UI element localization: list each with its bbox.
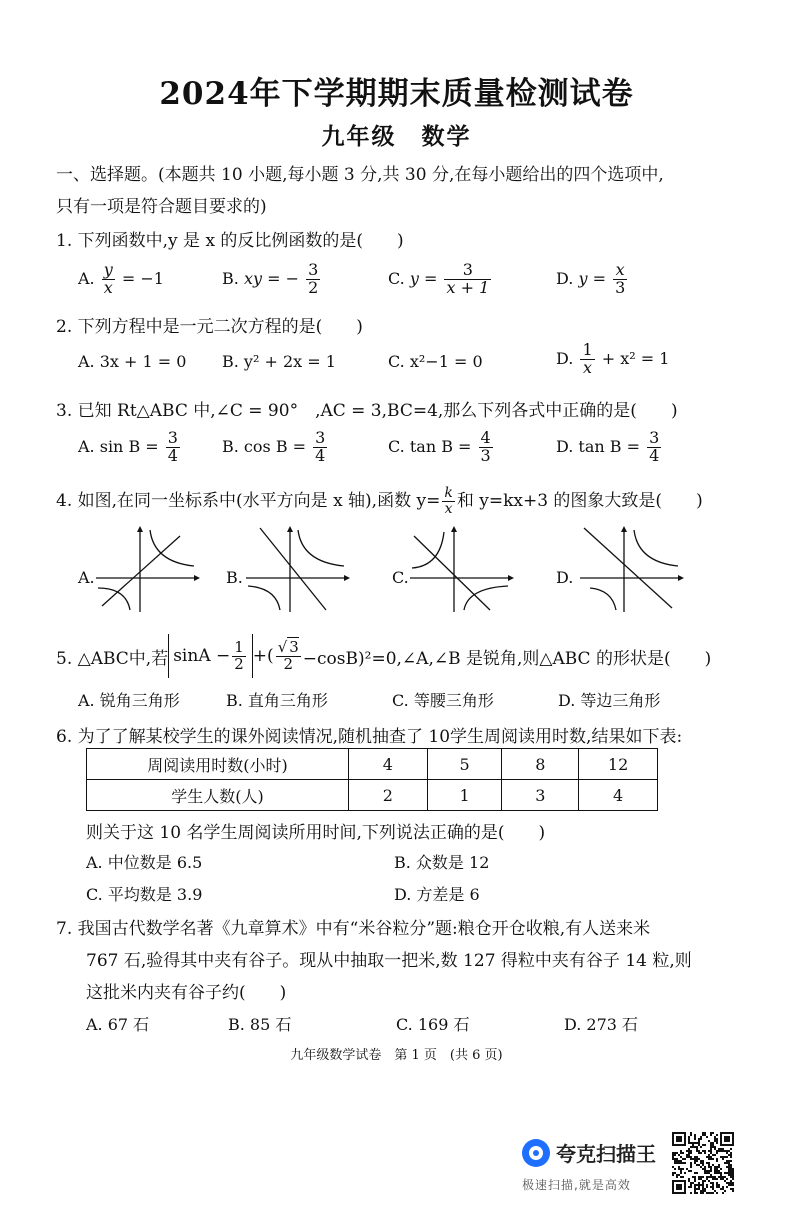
q4-graph-d xyxy=(580,526,684,612)
q6-question: 则关于这 10 名学生周阅读所用时间,下列说法正确的是( ) xyxy=(86,823,546,843)
q5-paren-rest: −cosB)²=0,∠A,∠B 是锐角,则△ABC 的形状是( ) xyxy=(302,648,712,669)
exam-subtitle: 九年级 数学 xyxy=(321,123,472,150)
q4-frac-num: k xyxy=(444,485,453,502)
q2-d-fraction xyxy=(580,342,594,377)
table-row xyxy=(87,749,658,780)
q3-d-label: D. tan B = xyxy=(556,436,641,456)
q5-option-c: C. 等腰三角形 xyxy=(392,691,494,710)
q3-c-label: C. tan B = xyxy=(388,436,472,456)
table-cell: 12 xyxy=(579,749,658,780)
q3-a-label: A. sin B = xyxy=(78,436,159,456)
table-row xyxy=(87,780,658,811)
q4-graph-b xyxy=(246,526,350,612)
q1-b-label: B. xyxy=(222,268,239,288)
q4-graph-c xyxy=(410,526,514,612)
q1-a-label: A. xyxy=(78,268,95,288)
q2-d-den: x xyxy=(583,357,593,377)
q3-c-fraction xyxy=(479,430,493,465)
q1-d-left: y = xyxy=(578,268,606,288)
q1-stem: 1. 下列函数中,y 是 x 的反比例函数的是( ) xyxy=(56,231,404,251)
q7-option-b: B. 85 石 xyxy=(228,1015,292,1034)
q1-c-label: C. xyxy=(388,268,405,288)
q2-stem: 2. 下列方程中是一元二次方程的是( ) xyxy=(56,317,363,337)
q3-option-c xyxy=(388,430,495,465)
table-cell: 8 xyxy=(502,749,579,780)
q1-option-a xyxy=(78,262,164,297)
q3-a-fraction xyxy=(166,430,180,465)
q7-line-3: 这批米内夹有谷子约( ) xyxy=(86,983,287,1003)
q5-lead: 5. △ABC中,若 xyxy=(56,648,169,669)
q5-sqrt-num: 3 xyxy=(289,637,299,656)
q3-d-den: 4 xyxy=(649,445,660,465)
q4-label-a: A. xyxy=(78,568,95,587)
q1-option-d xyxy=(556,262,629,297)
table-cell: 1 xyxy=(427,780,502,811)
q2-d-rest: + x² = 1 xyxy=(601,348,670,368)
section-heading-cont: 只有一项是符合题目要求的) xyxy=(56,197,267,217)
q1-d-num: x xyxy=(613,262,627,280)
q3-stem: 3. 已知 Rt△ABC 中,∠C = 90° ,AC = 3,BC=4,那么下列各式中正确的是( ) xyxy=(56,401,678,421)
q5-sqrt-den: 2 xyxy=(283,654,294,673)
table-cell: 4 xyxy=(579,780,658,811)
q2-option-d xyxy=(556,342,669,377)
q3-c-num: 4 xyxy=(480,428,491,447)
q1-b-left: xy = − xyxy=(243,268,299,288)
q1-b-num: 3 xyxy=(308,260,319,279)
q1-c-den: x + 1 xyxy=(446,277,490,297)
table-cell: 2 xyxy=(349,780,428,811)
q3-c-den: 3 xyxy=(480,445,491,465)
table-cell: 5 xyxy=(427,749,502,780)
q3-b-label: B. cos B = xyxy=(222,436,307,456)
q1-option-b xyxy=(222,262,322,297)
q1-a-den: x xyxy=(103,277,113,297)
scanner-brand-name: 夸克扫描王 xyxy=(556,1142,656,1166)
q3-b-fraction xyxy=(313,430,327,465)
q6-option-a: A. 中位数是 6.5 xyxy=(86,853,203,872)
q5-option-d: D. 等边三角形 xyxy=(558,691,661,710)
q7-line-2: 767 石,验得其中夹有谷子。现从中抽取一把米,数 127 得粒中夹有谷子 14 粒,则 xyxy=(86,951,692,971)
q1-c-fraction xyxy=(444,262,491,297)
q5-paren-open: +( xyxy=(252,646,274,666)
q3-option-d xyxy=(556,430,663,465)
exam-title: 2024年下学期期末质量检测试卷 xyxy=(159,76,634,112)
q1-d-label: D. xyxy=(556,268,574,288)
q3-d-num: 3 xyxy=(649,428,660,447)
q1-d-den: 3 xyxy=(615,277,626,297)
q3-d-fraction xyxy=(647,430,661,465)
q2-d-label: D. xyxy=(556,348,574,368)
section-heading: 一、选择题。(本题共 10 小题,每小题 3 分,共 30 分,在每小题给出的四个选项中, xyxy=(56,165,664,185)
q1-b-den: 2 xyxy=(308,277,319,297)
q5-abs-text: sinA − xyxy=(173,646,231,666)
q4-stem-b: 和 y=kx+3 的图象大致是( ) xyxy=(456,491,703,511)
q3-a-den: 4 xyxy=(167,445,178,465)
q5-abs-expression xyxy=(168,634,253,678)
q4-stem-a: 4. 如图,在同一坐标系中(水平方向是 x 轴),函数 y= xyxy=(56,491,441,511)
q1-d-fraction xyxy=(613,262,627,297)
table-cell: 3 xyxy=(502,780,579,811)
q3-b-num: 3 xyxy=(315,428,326,447)
q7-option-c: C. 169 石 xyxy=(396,1015,470,1034)
q4-label-d: D. xyxy=(556,568,574,587)
q3-b-den: 4 xyxy=(315,445,326,465)
q4-stem xyxy=(56,486,703,517)
table-cell: 周阅读用时数(小时) xyxy=(87,749,349,780)
q1-b-fraction xyxy=(306,262,320,297)
q7-line-1: 7. 我国古代数学名著《九章算术》中有“米谷粒分”题:粮仓开仓收粮,有人送来米 xyxy=(56,919,651,939)
q4-graph-a xyxy=(96,526,200,612)
q5-abs-frac xyxy=(232,637,246,673)
q5-sqrt-frac: $\frac{√ 3}{2}$ xyxy=(277,637,299,673)
qr-code xyxy=(672,1132,734,1198)
q7-option-d: D. 273 石 xyxy=(564,1015,639,1034)
q3-option-a xyxy=(78,430,182,465)
q4-frac xyxy=(442,486,454,516)
q4-label-b: B. xyxy=(226,568,243,587)
q1-a-fraction xyxy=(102,262,115,297)
scanner-slogan: 极速扫描,就是高效 xyxy=(522,1178,631,1192)
q5-abs-num: 1 xyxy=(234,637,244,656)
page-footer: 九年级数学试卷 第 1 页 (共 6 页) xyxy=(290,1048,503,1063)
q4-label-c: C. xyxy=(392,568,409,587)
q7-option-a: A. 67 石 xyxy=(86,1015,150,1034)
q6-option-d: D. 方差是 6 xyxy=(394,885,480,904)
q6-stem: 6. 为了了解某校学生的课外阅读情况,随机抽查了 10学生周阅读用时数,结果如下表: xyxy=(56,727,683,747)
q1-c-num: 3 xyxy=(444,262,491,280)
q5-abs-den: 2 xyxy=(234,654,244,673)
q2-option-a: A. 3x + 1 = 0 xyxy=(78,352,187,371)
q1-option-c xyxy=(388,262,493,297)
q2-option-c: C. x²−1 = 0 xyxy=(388,352,483,371)
q2-option-b: B. y² + 2x = 1 xyxy=(222,352,336,371)
q6-option-b: B. 众数是 12 xyxy=(394,853,490,872)
q3-a-num: 3 xyxy=(167,428,178,447)
scanner-logo-icon xyxy=(522,1139,550,1167)
q4-frac-den: x xyxy=(444,501,453,517)
q6-table xyxy=(86,748,658,811)
q5-stem xyxy=(56,634,711,678)
q2-d-num: 1 xyxy=(582,340,593,359)
scanner-watermark xyxy=(522,1138,656,1167)
table-cell: 4 xyxy=(349,749,428,780)
q5-option-b: B. 直角三角形 xyxy=(226,691,328,710)
q1-a-rest: = −1 xyxy=(121,268,164,288)
q1-a-num: y xyxy=(103,260,113,279)
q6-option-c: C. 平均数是 3.9 xyxy=(86,885,203,904)
table-cell: 学生人数(人) xyxy=(87,780,349,811)
q3-option-b xyxy=(222,430,329,465)
q1-c-left: y = xyxy=(409,268,438,288)
q5-option-a: A. 锐角三角形 xyxy=(78,691,180,710)
